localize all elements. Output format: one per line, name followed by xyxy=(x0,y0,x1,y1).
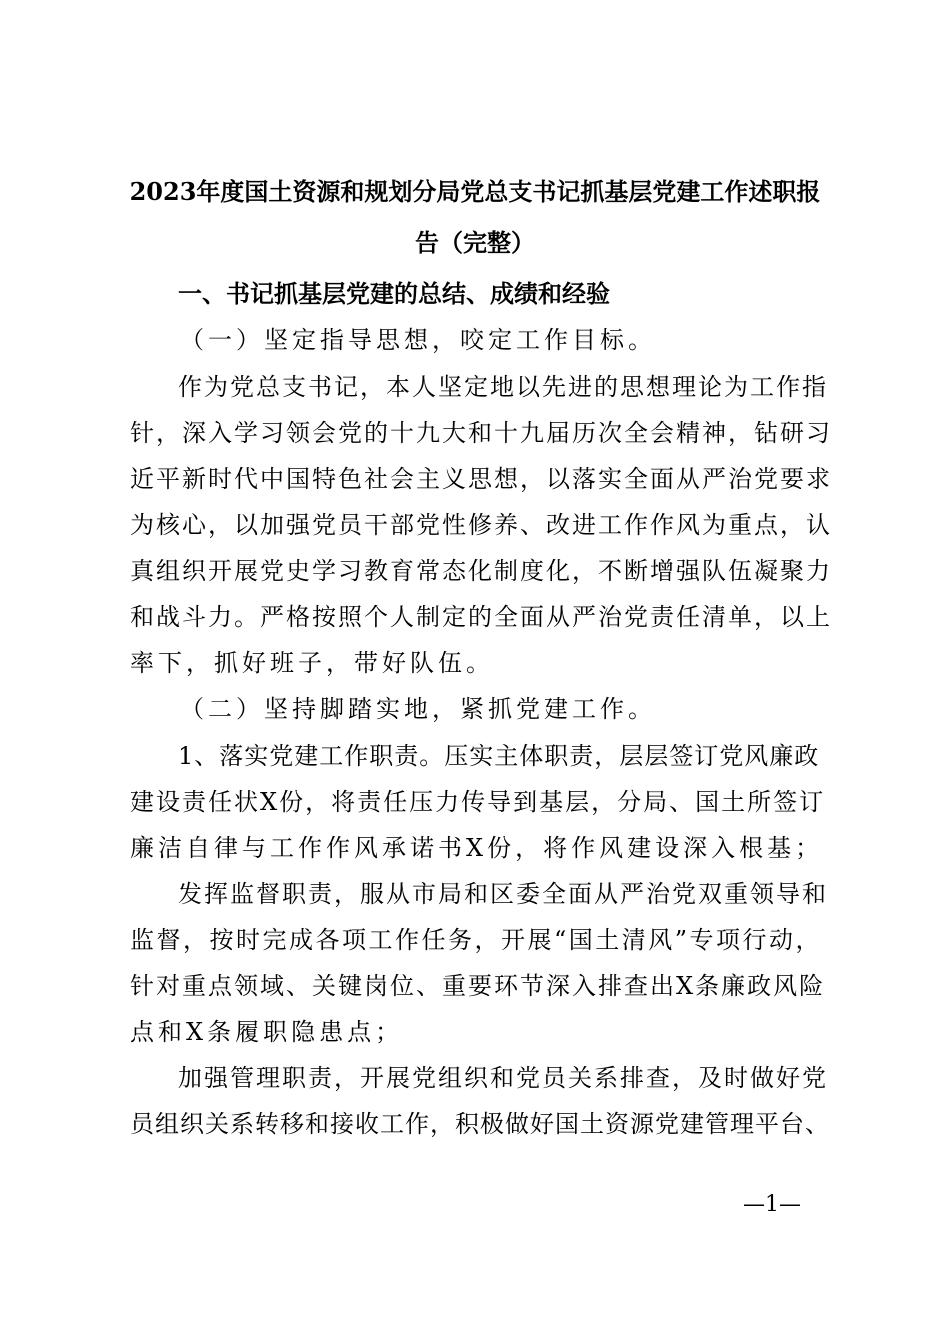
document-title-line-1: 2023年度国土资源和规划分局党总支书记抓基层党建工作述职报 xyxy=(129,177,821,206)
paragraph-line: 监督，按时完成各项工作任务，开展“国土清风”专项行动， xyxy=(130,926,823,954)
paragraph-line: 作为党总支书记，本人坚定地以先进的思想理论为工作指 xyxy=(178,373,828,401)
paragraph-line: 针对重点领域、关键岗位、重要环节深入排查出X条廉政风险 xyxy=(130,972,826,1000)
paragraph-line: 为核心，以加强党员干部党性修养、改进工作作风为重点，认 xyxy=(130,511,832,539)
paragraph-line: 针，深入学习领会党的十九大和十九届历次全会精神，钻研习 xyxy=(130,419,832,447)
document-title-line-2: 告（完整） xyxy=(415,228,535,257)
paragraph-line: 率下，抓好班子，带好队伍。 xyxy=(130,649,494,677)
paragraph-line: 1、落实党建工作职责。压实主体职责，层层签订党风廉政 xyxy=(178,742,820,770)
paragraph-line: 点和X条履职隐患点； xyxy=(130,1018,404,1046)
paragraph-line: 员组织关系转移和接收工作，积极做好国土资源党建管理平台、 xyxy=(130,1110,830,1138)
paragraph-line: 真组织开展党史学习教育常态化制度化，不断增强队伍凝聚力 xyxy=(130,557,832,585)
section-heading-1: 一、书记抓基层党建的总结、成绩和经验 xyxy=(178,280,610,308)
subsection-heading-1: （一）坚定指导思想，咬定工作目标。 xyxy=(180,326,656,354)
paragraph-line: 发挥监督职责，服从市局和区委全面从严治党双重领导和 xyxy=(178,880,828,908)
subsection-heading-2: （二）坚持脚踏实地，紧抓党建工作。 xyxy=(180,695,656,723)
paragraph-line: 和战斗力。严格按照个人制定的全面从严治党责任清单，以上 xyxy=(130,603,832,631)
paragraph-line: 加强管理职责，开展党组织和党员关系排查，及时做好党 xyxy=(178,1064,828,1092)
paragraph-line: 近平新时代中国特色社会主义思想，以落实全面从严治党要求 xyxy=(130,465,832,493)
page-number: —1— xyxy=(743,1192,801,1217)
paragraph-line: 廉洁自律与工作作风承诺书X份，将作风建设深入根基； xyxy=(130,834,824,862)
paragraph-line: 建设责任状X份，将责任压力传导到基层，分局、国土所签订 xyxy=(130,788,826,816)
